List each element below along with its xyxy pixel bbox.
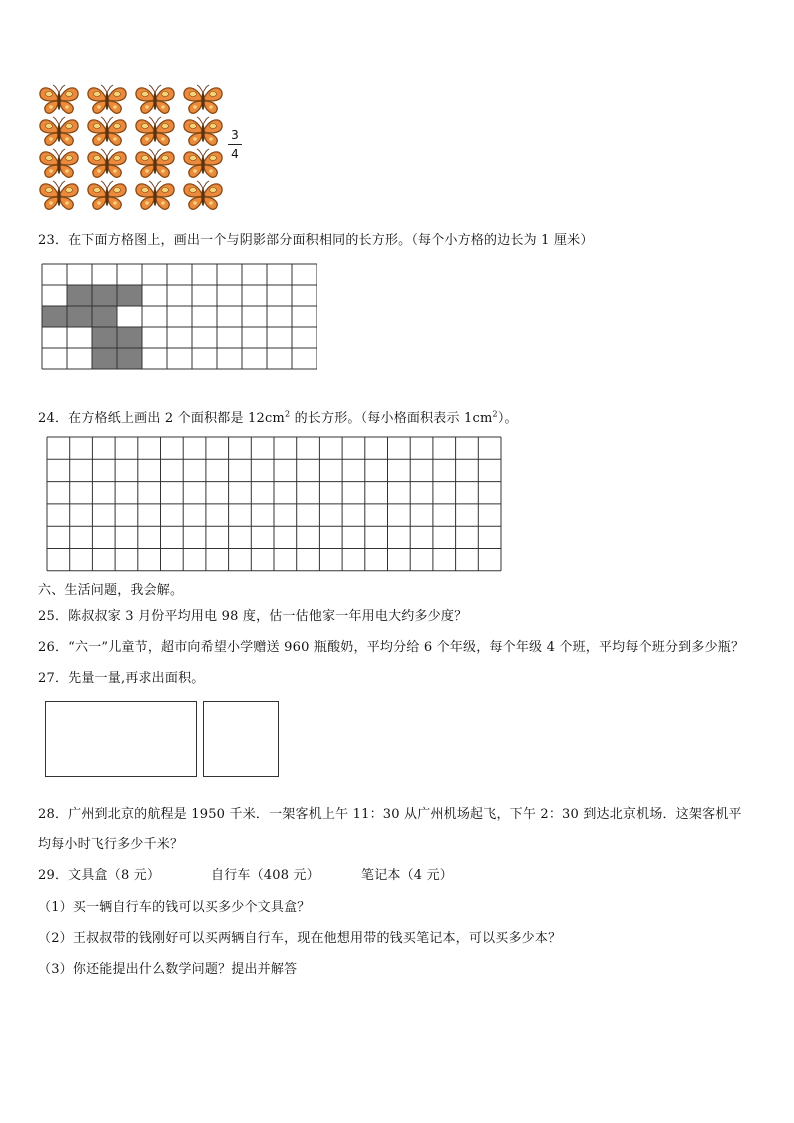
shaded-cell [92,348,117,369]
butterfly-icon [40,85,78,113]
fraction-three-quarters [228,128,242,161]
butterfly-icon [40,117,78,145]
shaded-cell [117,285,142,306]
question-24-text-c: ）。 [497,411,518,426]
shaded-cell [42,306,67,327]
grid-23[interactable] [41,263,317,389]
grid-24[interactable] [46,436,503,572]
question-24 [38,407,518,426]
square-shape [203,701,279,777]
butterfly-icon [136,85,174,113]
question-26: 26．“六一”儿童节，超市向希望小学赠送 960 瓶酸奶，平均分给 6 个年级，每个年级 4 个班，平均每个班分到多少瓶？ [38,640,745,655]
question-25: 25．陈叔叔家 3 月份平均用电 98 度，估一估他家一年用电大约多少度？ [38,609,468,624]
question-28-line-1: 28．广州到北京的航程是 1950 千米．一架客机上午 11：30 从广州机场起飞，下午 2：30 到达北京机场．这架客机平 [38,807,742,822]
question-29-intro: 29．文具盒（8 元） [38,868,161,883]
question-28-line-2: 均每小时飞行多少千米？ [38,837,184,852]
shaded-cell [92,285,117,306]
butterfly-icon [136,181,174,209]
shaded-cell [67,306,92,327]
butterfly-icon [184,181,222,209]
butterfly-icon [184,117,222,145]
section-heading-6: 六、生活问题，我会解。 [38,583,184,598]
shaded-cell [92,327,117,348]
butterfly-grid [38,84,228,216]
question-27: 27．先量一量,再求出面积。 [38,671,205,686]
question-29-sub-3: （3）你还能提出什么数学问题？提出并解答 [38,962,298,977]
question-29-sub-1: （1）买一辆自行车的钱可以买多少个文具盒？ [38,900,311,915]
shaded-cell [117,348,142,369]
question-29-sub-2: （2）王叔叔带的钱刚好可以买两辆自行车，现在他想用带的钱买笔记本，可以买多少本？ [38,931,562,946]
butterfly-icon [184,149,222,177]
butterfly-icon [40,181,78,209]
question-24-text-a: 24．在方格纸上画出 2 个面积都是 12cm [38,411,285,426]
butterfly-icon [88,85,126,113]
fraction-denominator: 4 [231,147,239,161]
butterfly-icon [40,149,78,177]
butterfly-icon [136,117,174,145]
shaded-cell [67,285,92,306]
question-29-notebook: 笔记本（4 元） [361,868,454,883]
superscript-2a: 2 [284,409,291,419]
butterfly-icon [88,181,126,209]
butterfly-icon [88,149,126,177]
question-23: 23．在下面方格图上，画出一个与阴影部分面积相同的长方形。（每个小方格的边长为 1 厘米） [38,233,594,248]
shaded-cell [117,327,142,348]
question-29-bicycle: 自行车（408 元） [211,868,320,883]
butterfly-icon [184,85,222,113]
shaded-cell [92,306,117,327]
fraction-bar [228,144,242,145]
question-24-text-b: 的长方形。（每小格面积表示 1cm [290,411,493,426]
fraction-numerator: 3 [231,128,239,142]
superscript-2b: 2 [492,409,498,419]
butterfly-icon [88,117,126,145]
butterfly-icon [136,149,174,177]
rectangle-shape [45,701,197,777]
